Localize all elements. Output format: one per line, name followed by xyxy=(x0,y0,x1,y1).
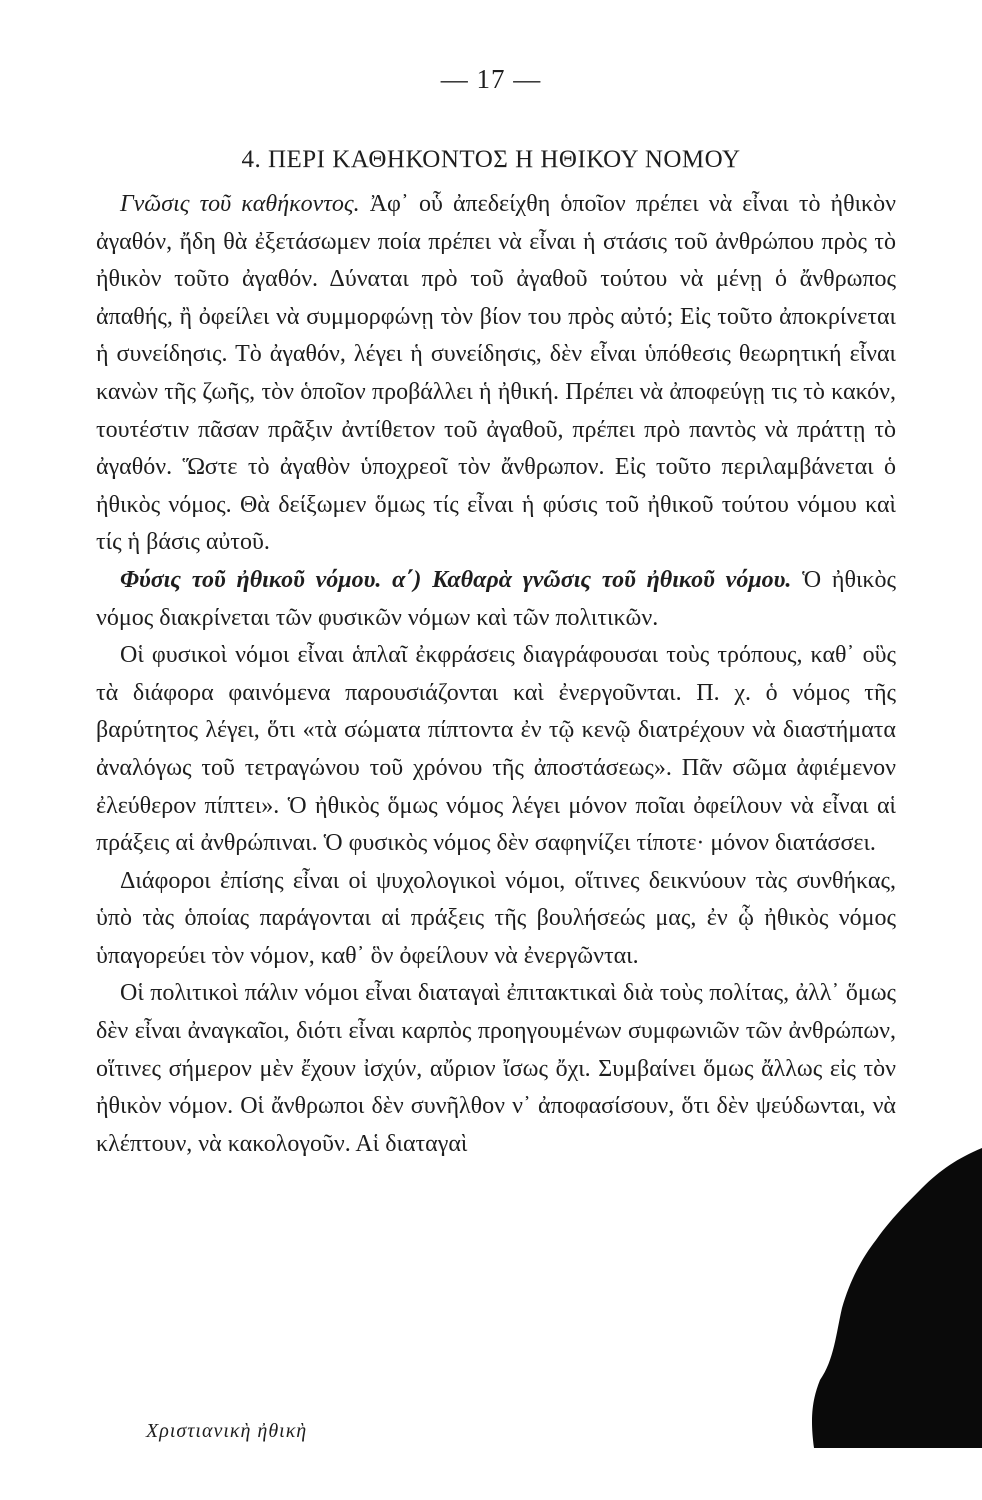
body-text xyxy=(96,186,896,1163)
paragraph-1-text: Ἀφ᾽ οὗ ἀπεδείχθη ὁποῖον πρέπει νὰ εἶναι τὸ ἠθικὸν ἀγαθόν, ἤδη θὰ ἐξετάσωμεν ποία πρέπει νὰ εἶναι ἡ στάσις τοῦ ἀνθρώπου πρὸς τὸ ἠθικὸν τοῦτο ἀγαθόν. Δύναται πρὸ τοῦ ἀγαθοῦ τούτου νὰ μένῃ ὁ ἄνθρωπος ἀπαθής, ἢ ὀφείλει νὰ συμμορφώνῃ τὸν βίον του πρὸς αὐτό; Εἰς τοῦτο ἀποκρίνεται ἡ συνείδησις. Τὸ ἀγαθόν, λέγει ἡ συνείδησις, δὲν εἶναι ὑπόθεσις θεωρητική εἶναι κανὼν τῆς ζωῆς, τὸν ὁποῖον προβάλλει ἡ ἠθική. Πρέπει νὰ ἀποφεύγῃ τις τὸ κακόν, τουτέστιν πᾶσαν πρᾶξιν ἀντίθετον τοῦ ἀγαθοῦ, πρέπει πρὸ παντὸς νὰ πράττῃ τὸ ἀγαθόν. Ὥστε τὸ ἀγαθὸν ὑποχρεοῖ τὸν ἄνθρωπον. Εἰς τοῦτο περιλαμβάνεται ὁ ἠθικὸς νόμος. Θὰ δείξωμεν ὅμως τίς εἶναι ἡ φύσις τοῦ ἠθικοῦ τούτου νόμου καὶ τίς ἡ βάσις αὐτοῦ. xyxy=(96,191,897,556)
paragraph-3: Οἱ φυσικοὶ νόμοι εἶναι ἁπλαῖ ἐκφράσεις διαγράφουσαι τοὺς τρόπους, καθ᾽ οὓς τὰ διάφορα φαινόμενα παρουσιάζονται καὶ ἐνεργοῦνται. Π. χ. ὁ νόμος τῆς βαρύτητος λέγει, ὅτι «τὰ σώματα πίπτοντα ἐν τῷ κενῷ διατρέχουν νὰ διαστήματα ἀναλόγως τοῦ τετραγώνου τοῦ χρόνου τῆς ἀποστάσεως». Πᾶν σῶμα ἀφιέμενον ἐλεύθερον πίπτει». Ὁ ἠθικὸς ὅμως νόμος λέγει μόνον ποῖαι ὀφείλουν νὰ εἶναι αἱ πράξεις αἱ ἀνθρώπιναι. Ὁ φυσικὸς νόμος δὲν σαφηνίζει τίποτε· μόνον διατάσσει. xyxy=(96,642,896,857)
page-number: — 17 — xyxy=(440,64,542,94)
paragraph-2 xyxy=(96,562,896,637)
paragraph-1 xyxy=(96,186,896,562)
paragraph-4: Διάφοροι ἐπίσης εἶναι οἱ ψυχολογικοὶ νόμοι, οἵτινες δεικνύουν τὰς συνθήκας, ὑπὸ τὰς ὁποίας παράγονται αἱ πράξεις τῆς βουλήσεώς μας, ἐν ᾧ ἠθικὸς νόμος ὑπαγορεύει τὸν νόμον, καθ᾽ ὃν ὀφείλουν νὰ ἐνεργῶνται. xyxy=(96,867,896,969)
paragraph-2-text: Ὁ ἠθικὸς νόμος διακρίνεται τῶν φυσικῶν νόμων καὶ τῶν πολιτικῶν. xyxy=(96,566,897,631)
paragraph-2-heading: Φύσις τοῦ ἠθικοῦ νόμου. α΄) Καθαρὰ γνῶσις τοῦ ἠθικοῦ νόμου. xyxy=(120,566,792,593)
paragraph-5: Οἱ πολιτικοὶ πάλιν νόμοι εἶναι διαταγαὶ ἐπιτακτικαὶ διὰ τοὺς πολίτας, ἀλλ᾽ ὅμως δὲν εἶναι ἀναγκαῖοι, διότι εἶναι καρπὸς προηγουμένων συμφωνιῶν τῶν ἀνθρώπων, οἵτινες σήμερον μὲν ἔχουν ἰσχύν, αὔριον ἴσως ὄχι. Συμβαίνει ὅμως ἄλλως εἰς τὸν ἠθικὸν νόμον. Οἱ ἄνθρωποι δὲν συνῆλθον ν᾽ ἀποφασίσουν, ὅτι δὲν ψεύδωνται, νὰ κλέπτουν, νὰ κακολογοῦν. Αἱ διαταγαὶ xyxy=(96,980,896,1157)
paragraph-1-heading: Γνῶσις τοῦ καθήκοντος. xyxy=(120,191,360,217)
scan-blot xyxy=(750,1148,982,1448)
footer-signature: Χριστιανικὴ ἠθικὴ xyxy=(146,1420,308,1442)
section-title: 4. ΠΕΡΙ ΚΑΘΗΚΟΝΤΟΣ Η ΗΘΙΚΟΥ ΝΟΜΟΥ xyxy=(241,146,741,173)
